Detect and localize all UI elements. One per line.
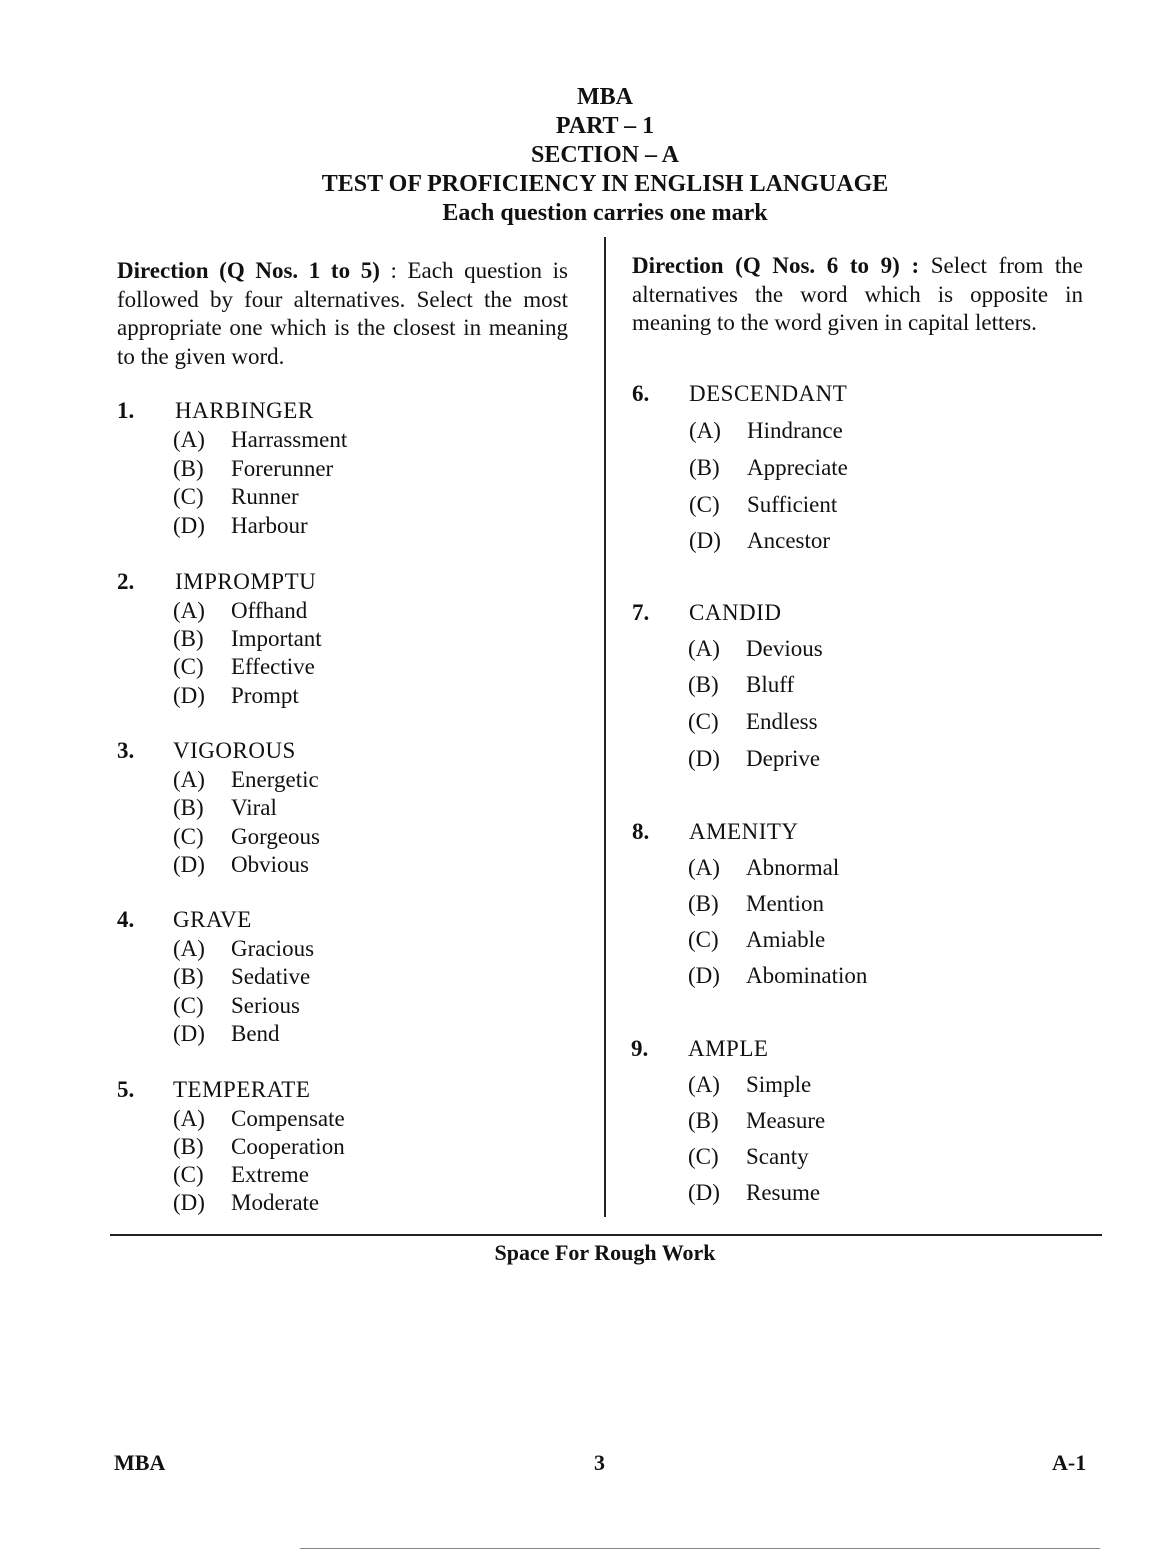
option-a[interactable]: (A) Offhand — [173, 598, 308, 623]
question-word: TEMPERATE — [173, 1077, 311, 1102]
right-direction-label: Direction (Q Nos. 6 to 9) : — [632, 253, 920, 278]
question-number: 6. — [632, 381, 650, 406]
question-word: CANDID — [689, 600, 782, 625]
option-c[interactable]: (C) Effective — [173, 654, 315, 679]
option-b[interactable]: (B) Forerunner — [173, 456, 334, 481]
left-direction — [117, 257, 568, 371]
option-c[interactable]: (C) Gorgeous — [173, 824, 321, 849]
option-c[interactable]: (C) Runner — [173, 484, 299, 509]
option-a[interactable]: (A) Compensate — [173, 1106, 345, 1131]
option-d[interactable]: (D) Obvious — [173, 852, 309, 877]
question-number: 9. — [631, 1036, 649, 1061]
option-d[interactable]: (D) Resume — [688, 1180, 821, 1205]
option-b[interactable]: (B) Bluff — [688, 672, 795, 697]
option-a[interactable]: (A) Hindrance — [689, 418, 843, 443]
option-b[interactable]: (B) Cooperation — [173, 1134, 345, 1159]
option-d[interactable]: (D) Ancestor — [689, 528, 831, 553]
section-title: SECTION – A — [530, 142, 680, 168]
option-c[interactable]: (C) Sufficient — [689, 492, 838, 517]
page-bottom-line — [300, 1548, 1100, 1549]
question-number: 7. — [632, 600, 650, 625]
option-c[interactable]: (C) Endless — [688, 709, 818, 734]
option-b[interactable]: (B) Mention — [688, 891, 824, 916]
option-a[interactable]: (A) Simple — [688, 1072, 812, 1097]
part-title: PART – 1 — [555, 113, 655, 139]
exam-title: MBA — [577, 84, 633, 110]
question-number: 4. — [117, 907, 135, 932]
option-b[interactable]: (B) Appreciate — [689, 455, 848, 480]
option-c[interactable]: (C) Serious — [173, 993, 300, 1018]
option-a[interactable]: (A) Devious — [688, 636, 823, 661]
page-number: 3 — [594, 1450, 605, 1475]
option-a[interactable]: (A) Harrassment — [173, 427, 348, 452]
option-b[interactable]: (B) Viral — [173, 795, 277, 820]
option-d[interactable]: (D) Bend — [173, 1021, 280, 1046]
option-d[interactable]: (D) Prompt — [173, 683, 299, 708]
option-b[interactable]: (B) Sedative — [173, 964, 311, 989]
option-b[interactable]: (B) Important — [173, 626, 322, 651]
footer-left: MBA — [114, 1450, 166, 1475]
question-number: 5. — [117, 1077, 135, 1102]
footer-right: A-1 — [1052, 1450, 1087, 1475]
option-d[interactable]: (D) Deprive — [688, 746, 821, 771]
rough-work-label: Space For Rough Work — [494, 1240, 716, 1265]
question-word: GRAVE — [173, 907, 252, 932]
option-a[interactable]: (A) Gracious — [173, 936, 315, 961]
test-title: TEST OF PROFICIENCY IN ENGLISH LANGUAGE — [321, 171, 889, 197]
option-a[interactable]: (A) Energetic — [173, 767, 319, 792]
question-word: VIGOROUS — [173, 738, 296, 763]
left-direction-text: : Each question is followed by four alternatives. Select the most appropriate one which is the closest in meaning to the given word. — [117, 258, 568, 369]
question-number: 2. — [117, 569, 135, 594]
question-word: IMPROMPTU — [175, 569, 317, 594]
option-c[interactable]: (C) Scanty — [688, 1144, 809, 1169]
question-word: AMPLE — [688, 1036, 769, 1061]
right-direction-text: Select from the alternatives the word which is opposite in meaning to the word given in capital letters. — [632, 253, 1083, 335]
left-direction-label: Direction (Q Nos. 1 to 5) — [117, 258, 380, 283]
rough-work-divider — [110, 1234, 1102, 1236]
question-word: HARBINGER — [175, 398, 314, 423]
question-word: DESCENDANT — [689, 381, 848, 406]
option-d[interactable]: (D) Abomination — [688, 963, 868, 988]
option-c[interactable]: (C) Extreme — [173, 1162, 309, 1187]
question-number: 8. — [632, 819, 650, 844]
option-a[interactable]: (A) Abnormal — [688, 855, 840, 880]
option-d[interactable]: (D) Harbour — [173, 513, 308, 538]
option-b[interactable]: (B) Measure — [688, 1108, 826, 1133]
option-c[interactable]: (C) Amiable — [688, 927, 826, 952]
option-d[interactable]: (D) Moderate — [173, 1190, 320, 1215]
question-number: 3. — [117, 738, 135, 763]
column-divider — [604, 237, 606, 1217]
right-direction — [632, 252, 1083, 338]
question-word: AMENITY — [689, 819, 799, 844]
marks-note: Each question carries one mark — [442, 200, 768, 226]
question-number: 1. — [117, 398, 135, 423]
